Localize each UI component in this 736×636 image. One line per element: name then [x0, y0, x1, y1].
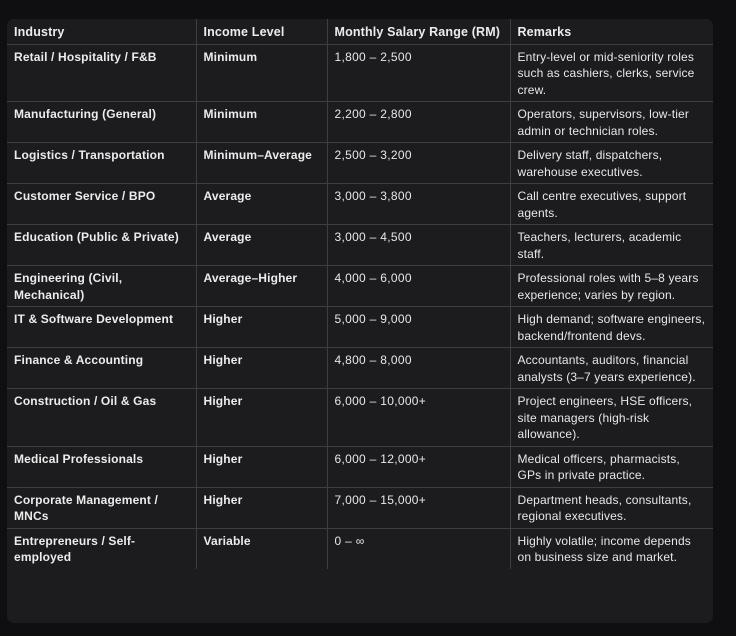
- cell-salary: 2,200 – 2,800: [327, 102, 510, 143]
- cell-industry: Construction / Oil & Gas: [7, 389, 196, 447]
- cell-salary: 3,000 – 4,500: [327, 225, 510, 266]
- table-row: [7, 143, 713, 184]
- cell-remarks: Department heads, consultants, regional executives.: [510, 487, 713, 528]
- cell-remarks: Project engineers, HSE officers, site managers (high-risk allowance).: [510, 389, 713, 447]
- cell-income-level: Higher: [196, 348, 327, 389]
- cell-industry: Corporate Management / MNCs: [7, 487, 196, 528]
- header-remarks: Remarks: [510, 19, 713, 44]
- cell-income-level: Higher: [196, 446, 327, 487]
- cell-income-level: Minimum–Average: [196, 143, 327, 184]
- cell-salary: 6,000 – 10,000+: [327, 389, 510, 447]
- cell-income-level: Higher: [196, 389, 327, 447]
- cell-salary: 2,500 – 3,200: [327, 143, 510, 184]
- cell-industry: Entrepreneurs / Self-employed: [7, 528, 196, 569]
- cell-remarks: Delivery staff, dispatchers, warehouse executives.: [510, 143, 713, 184]
- table-row: [7, 225, 713, 266]
- cell-income-level: Minimum: [196, 102, 327, 143]
- cell-industry: Finance & Accounting: [7, 348, 196, 389]
- cell-remarks: Entry-level or mid-seniority roles such as cashiers, clerks, service crew.: [510, 44, 713, 102]
- table-row: [7, 446, 713, 487]
- cell-income-level: Average: [196, 225, 327, 266]
- cell-industry: Logistics / Transportation: [7, 143, 196, 184]
- cell-industry: IT & Software Development: [7, 307, 196, 348]
- cell-remarks: High demand; software engineers, backend/frontend devs.: [510, 307, 713, 348]
- cell-remarks: Operators, supervisors, low-tier admin or technician roles.: [510, 102, 713, 143]
- table-row: [7, 487, 713, 528]
- cell-industry: Medical Professionals: [7, 446, 196, 487]
- table-row: [7, 44, 713, 102]
- cell-remarks: Accountants, auditors, financial analysts (3–7 years experience).: [510, 348, 713, 389]
- cell-remarks: Call centre executives, support agents.: [510, 184, 713, 225]
- cell-income-level: Higher: [196, 487, 327, 528]
- cell-remarks: Professional roles with 5–8 years experience; varies by region.: [510, 266, 713, 307]
- cell-salary: 0 – ∞: [327, 528, 510, 569]
- cell-industry: Retail / Hospitality / F&B: [7, 44, 196, 102]
- table-row: [7, 528, 713, 569]
- header-salary-range: Monthly Salary Range (RM): [327, 19, 510, 44]
- cell-income-level: Variable: [196, 528, 327, 569]
- cell-salary: 5,000 – 9,000: [327, 307, 510, 348]
- salary-table-container: [7, 19, 713, 623]
- cell-income-level: Higher: [196, 307, 327, 348]
- cell-industry: Manufacturing (General): [7, 102, 196, 143]
- table-row: [7, 348, 713, 389]
- table-row: [7, 266, 713, 307]
- cell-salary: 7,000 – 15,000+: [327, 487, 510, 528]
- cell-salary: 4,800 – 8,000: [327, 348, 510, 389]
- table-header-row: [7, 19, 713, 44]
- cell-industry: Customer Service / BPO: [7, 184, 196, 225]
- header-industry: Industry: [7, 19, 196, 44]
- cell-income-level: Minimum: [196, 44, 327, 102]
- cell-salary: 3,000 – 3,800: [327, 184, 510, 225]
- cell-income-level: Average: [196, 184, 327, 225]
- cell-remarks: Highly volatile; income depends on business size and market.: [517, 533, 691, 564]
- salary-table: [7, 19, 713, 569]
- table-row: [7, 102, 713, 143]
- cell-salary: 1,800 – 2,500: [327, 44, 510, 102]
- cell-salary: 6,000 – 12,000+: [327, 446, 510, 487]
- cell-salary: 4,000 – 6,000: [327, 266, 510, 307]
- table-row: [7, 184, 713, 225]
- table-row: [7, 389, 713, 447]
- cell-remarks: Teachers, lecturers, academic staff.: [510, 225, 713, 266]
- table-row: [7, 307, 713, 348]
- cell-industry: Education (Public & Private): [7, 225, 196, 266]
- header-income-level: Income Level: [196, 19, 327, 44]
- cell-remarks: Medical officers, pharmacists, GPs in private practice.: [510, 446, 713, 487]
- cell-industry: Engineering (Civil, Mechanical): [7, 266, 196, 307]
- cell-income-level: Average–Higher: [196, 266, 327, 307]
